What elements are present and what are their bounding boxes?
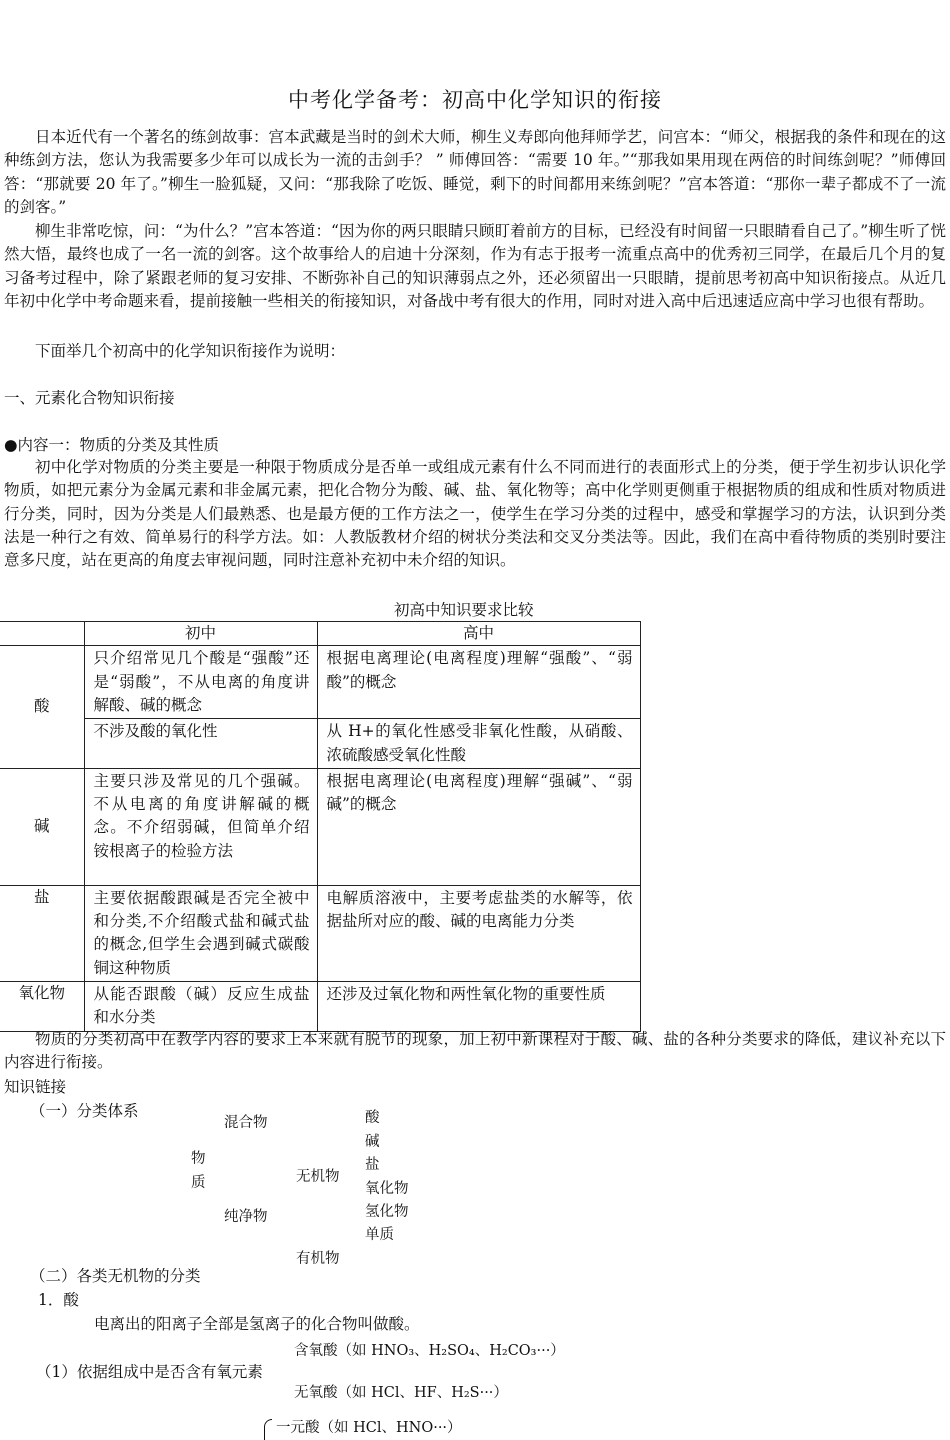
tree-node-mixture: 混合物 — [224, 1115, 268, 1131]
tree-node-wu: 物 — [191, 1151, 206, 1167]
acid-definition: 电离出的阳离子全部是氢离子的化合物叫做酸。 — [94, 1315, 420, 1333]
salt-senior-cell: 电解质溶液中，主要考虑盐类的水解等，依据盐所对应的酸、碱的电离能力分类 — [317, 885, 640, 981]
intro-paragraph-3: 下面举几个初高中的化学知识衔接作为说明： — [35, 342, 346, 360]
salt-junior-cell: 主要依据酸跟碱是否完全被中和分类,不介绍酸式盐和碱式盐的概念,但学生会遇到碱式碳酸铜这种物质 — [84, 885, 317, 981]
criterion-oxygen: （1）依据组成中是否含有氧元素 — [36, 1363, 263, 1381]
inorganic-classification-heading: （二）各类无机物的分类 — [30, 1267, 201, 1285]
acid-item-heading: 1．酸 — [38, 1291, 79, 1309]
row-label-oxide: 氧化物 — [0, 982, 84, 1032]
knowledge-link-heading: 知识链接 — [4, 1078, 67, 1096]
acid-junior-cell-2: 不涉及酸的氧化性 — [84, 719, 317, 769]
tree-node-hydride: 氢化物 — [365, 1204, 409, 1220]
table-row — [0, 768, 640, 885]
oxide-senior-cell: 还涉及过氧化物和两性氧化物的重要性质 — [317, 982, 640, 1032]
base-junior-cell: 主要只涉及常见的几个强碱。不从电离的角度讲解碱的概念。不介绍弱碱，但简单介绍铵根离子的检验方法 — [84, 768, 317, 885]
comparison-table — [0, 621, 641, 1032]
classification-system-heading: （一）分类体系 — [30, 1102, 139, 1120]
tree-node-oxide: 氧化物 — [365, 1181, 409, 1197]
monoacid-branch: 一元酸（如 HCl、HNO···） — [276, 1420, 462, 1436]
table-header-senior: 高中 — [317, 622, 640, 646]
oxyacid-branch: 含氧酸（如 HNO₃、H₂SO₄、H₂CO₃···） — [294, 1343, 565, 1359]
table-header-junior: 初中 — [84, 622, 317, 646]
table-row — [0, 719, 640, 769]
acid-junior-cell-1: 只介绍常见几个酸是“强酸”还是“弱酸”，不从电离的角度讲解酸、碱的概念 — [84, 646, 317, 719]
brace-icon — [264, 1419, 272, 1440]
anoxyacid-branch: 无氧酸（如 HCl、HF、H₂S···） — [294, 1385, 508, 1401]
tree-node-organic: 有机物 — [296, 1251, 340, 1267]
tree-node-pure: 纯净物 — [224, 1209, 268, 1225]
tree-node-zhi: 质 — [191, 1175, 206, 1191]
page-title: 中考化学备考：初高中化学知识的衔接 — [288, 88, 662, 112]
tree-node-element: 单质 — [365, 1227, 394, 1243]
table-row — [0, 885, 640, 981]
oxide-junior-cell: 从能否跟酸（碱）反应生成盐和水分类 — [84, 982, 317, 1032]
table-caption: 初高中知识要求比较 — [394, 601, 534, 619]
table-row — [0, 982, 640, 1032]
tree-node-inorganic: 无机物 — [296, 1169, 340, 1185]
section-heading: 一、元素化合物知识衔接 — [4, 389, 175, 407]
tree-node-salt: 盐 — [365, 1157, 380, 1173]
intro-paragraph-1: 日本近代有一个著名的练剑故事：宫本武藏是当时的剑术大师，柳生义寿郎向他拜师学艺，问宫本：“师父，根据我的条件和现在的这种练剑方法，您认为我需要多少年可以成长为一流的击剑手？ ” 师傅回答：“需要 10 年。”“那我如果用现在两倍的时间练剑呢？”师傅回答：“那就要 20 年了。”柳生一脸狐疑，又问：“那我除了吃饭、睡觉，剩下的时间都用来练剑呢？”宫本答道：“那你一辈子都成不了一流的剑客。” — [4, 128, 946, 216]
acid-senior-cell-1: 根据电离理论(电离程度)理解“强酸”、“弱酸”的概念 — [317, 646, 640, 719]
row-label-base: 碱 — [0, 768, 84, 885]
content-heading: ●内容一：物质的分类及其性质 — [4, 436, 220, 454]
intro-paragraph-2: 柳生非常吃惊，问：“为什么？”宫本答道：“因为你的两只眼睛只顾盯着前方的目标，已经没有时间留一只眼睛看自己了。”柳生听了恍然大悟，最终也成了一名一流的剑客。这个故事给人的启迪十分深刻，作为有志于报考一流重点高中的优秀初三同学，在最后几个月的复习备考过程中，除了紧跟老师的复习安排、不断弥补自己的知识薄弱点之外，还必须留出一只眼睛，提前思考初高中知识衔接点。从近几年初中化学中考命题来看，提前接触一些相关的衔接知识，对备战中考有很大的作用，同时对进入高中后迅速适应高中学习也很有帮助。 — [4, 222, 946, 310]
row-label-acid: 酸 — [0, 646, 84, 769]
row-label-salt: 盐 — [0, 885, 84, 981]
tree-node-base: 碱 — [365, 1134, 380, 1150]
content-paragraph: 初中化学对物质的分类主要是一种限于物质成分是否单一或组成元素有什么不同而进行的表面形式上的分类，便于学生初步认识化学物质，如把元素分为金属元素和非金属元素，把化合物分为酸、碱、盐、氧化物等；高中化学则更侧重于根据物质的组成和性质对物质进行分类，同时，因为分类是人们最熟悉、也是最方便的工作方法之一，使学生在学习分类的过程中，感受和掌握学习的方法，认识到分类法是一种行之有效、简单易行的科学方法。如：人教版教材介绍的树状分类法和交叉分类法等。因此，我们在高中看待物质的类别时要注意多尺度，站在更高的角度去审视问题，同时注意补充初中未介绍的知识。 — [4, 458, 946, 570]
tree-node-acid: 酸 — [365, 1110, 380, 1126]
table-row — [0, 646, 640, 719]
table-header-row — [0, 622, 640, 646]
acid-senior-cell-2: 从 H+的氧化性感受非氧化性酸，从硝酸、浓硫酸感受氧化性酸 — [317, 719, 640, 769]
table-header-empty — [0, 622, 84, 646]
base-senior-cell: 根据电离理论(电离程度)理解“强碱”、“弱碱”的概念 — [317, 768, 640, 885]
after-table-paragraph: 物质的分类初高中在教学内容的要求上本来就有脱节的现象，加上初中新课程对于酸、碱、盐的各种分类要求的降低，建议补充以下内容进行衔接。 — [4, 1030, 946, 1072]
